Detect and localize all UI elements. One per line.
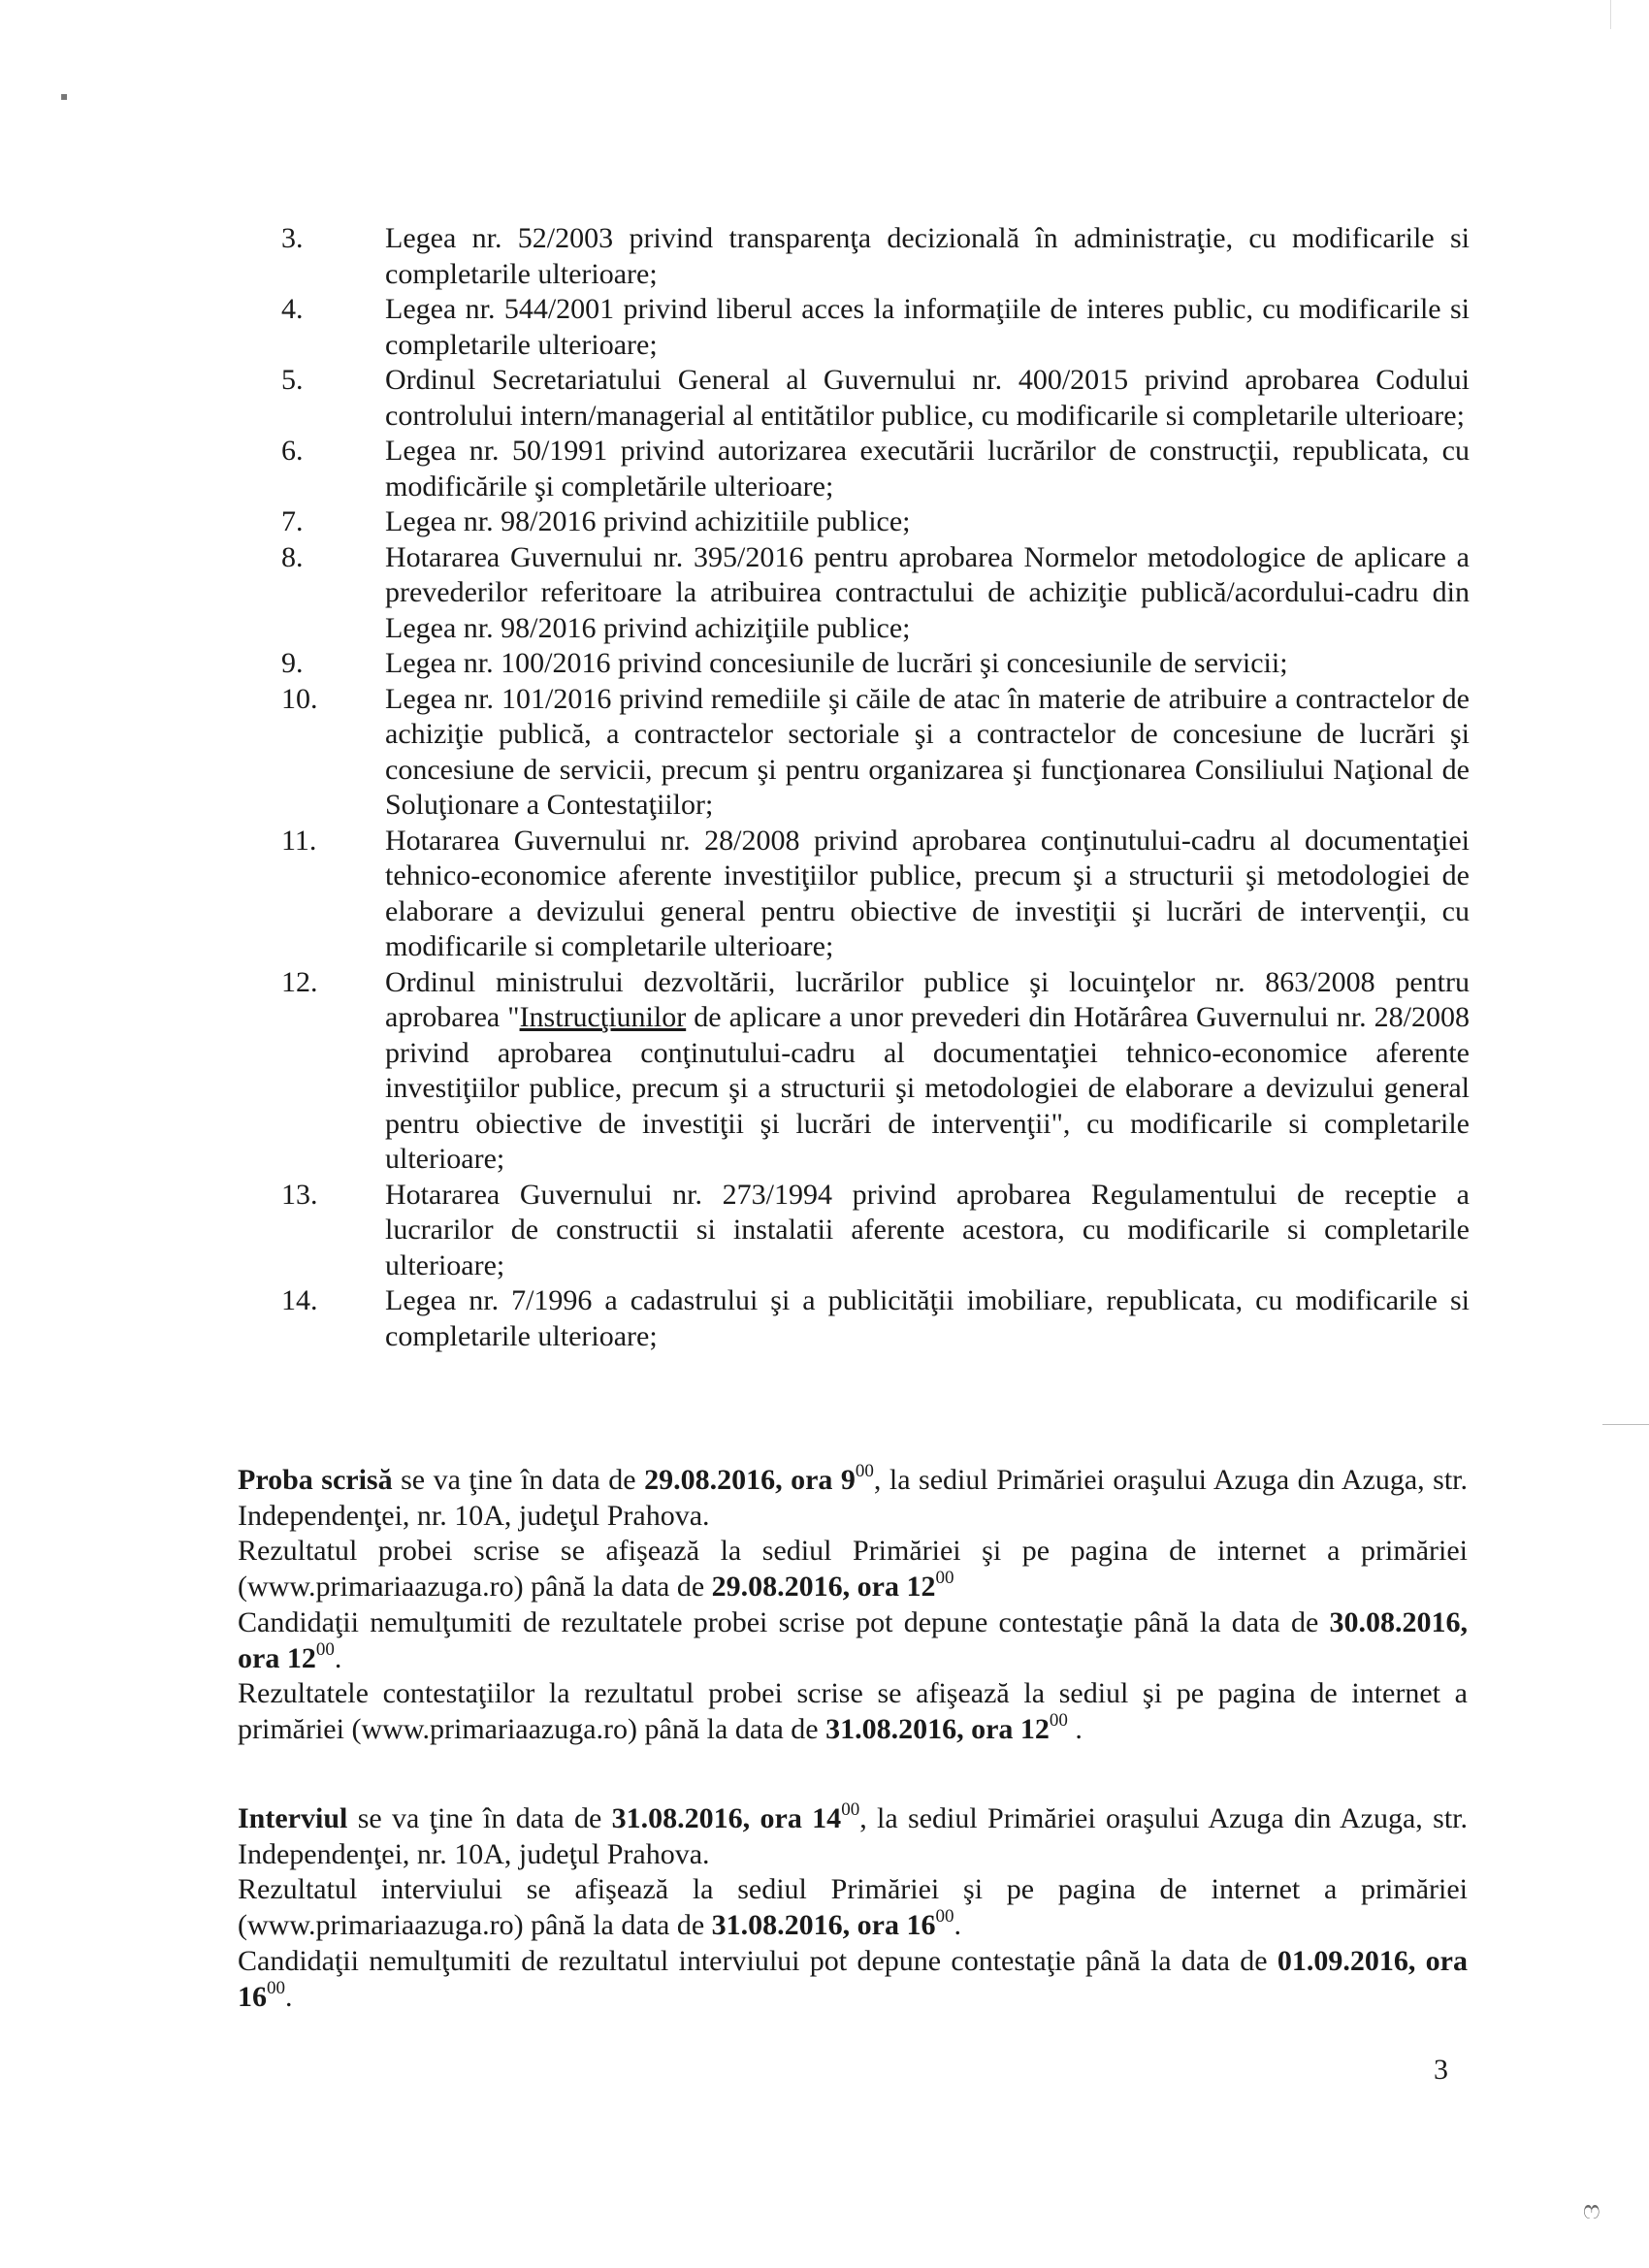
item-text: Legea nr. 100/2016 privind concesiunile de lucrări şi concesiunile de servicii; (385, 647, 1288, 679)
list-item (281, 965, 1470, 1178)
item-text: Hotararea Guvernului nr. 28/2008 privind aprobarea conţinutului-cadru al documentaţiei tehnico-economice aferente investiţiilor publice, precum şi a structurii şi metodologiei de elaborare a devizului general pentru obiective de investiţii şi lucrări de intervenţii, cu modificarile si completarile ulterioare; (385, 824, 1470, 962)
instructions-link[interactable]: Instrucţiunilor (519, 1001, 687, 1033)
appeal-results-paragraph (238, 1676, 1468, 1747)
item-number: 13. (281, 1178, 318, 1211)
item-text: Hotararea Guvernului nr. 395/2016 pentru aprobarea Normelor metodologice de aplicare a prevederilor referitoare la atribuirea contractului de achiziţie publică/acordului-cadru din Legea nr. 98/2016 privind achiziţiile publice; (385, 540, 1470, 644)
date-time: 29.08.2016, ora 9 (644, 1464, 856, 1496)
item-number: 7. (281, 505, 304, 537)
page-number: 3 (1434, 2054, 1448, 2086)
item-number: 10. (281, 682, 318, 715)
item-text: Ordinul Secretariatului General al Guvernului nr. 400/2015 privind aprobarea Codului controlului intern/managerial al entitătilor publice, cu modificarile si completarile ulterioare; (385, 364, 1470, 432)
item-number: 8. (281, 540, 304, 573)
paragraph-text: Candidaţii nemulţumiti de rezultatele probei scrise pot depune contestaţie până la data de (238, 1605, 1330, 1638)
item-number: 4. (281, 293, 304, 325)
date-time: 31.08.2016, ora 14 (611, 1802, 842, 1834)
list-item (281, 540, 1470, 647)
date-time: 01.09.2016, ora 16 (238, 1944, 1468, 2013)
item-number: 14. (281, 1284, 318, 1316)
time-superscript: 00 (841, 1799, 860, 1820)
written-exam-section (238, 1463, 1468, 1748)
paragraph-text: se va ţine în data de (392, 1464, 645, 1496)
paragraph-text: Rezultatul interviului se afişează la sediul Primăriei şi pe pagina de internet a primăriei (www.primariaazuga.ro) până la data de (238, 1873, 1468, 1942)
item-number: 12. (281, 965, 318, 998)
item-text (385, 965, 1470, 1178)
appeal-paragraph (238, 1944, 1468, 2015)
list-item (281, 824, 1470, 965)
date-time: 31.08.2016, ora 16 (711, 1909, 936, 1942)
section-title: Proba scrisă (238, 1464, 393, 1496)
paragraph-text: se va ţine în data de (347, 1802, 612, 1834)
item-text: Legea nr. 52/2003 privind transparenţa decizională în administraţie, cu modificarile si completarile ulterioare; (385, 222, 1470, 290)
item-text-after: de aplicare a unor prevederi din Hotărârea Guvernului nr. 28/2008 privind aprobarea conţinutului-cadru al documentaţiei tehnico-economice aferente investiţiilor publice, precum şi a structurii şi metodologiei de elaborare a devizului general pentru obiective de investiţii şi lucrări de intervenţii", cu modificarile si completarile ulterioare; (385, 1001, 1470, 1175)
results-paragraph (238, 1872, 1468, 1943)
date-time: 29.08.2016, ora 12 (711, 1571, 936, 1604)
item-text: Legea nr. 50/1991 privind autorizarea executării lucrărilor de construcţii, republicata, cu modificările şi completările ulterioare; (385, 435, 1470, 502)
written-exam-paragraph (238, 1463, 1468, 1534)
time-superscript: 00 (855, 1461, 874, 1481)
list-item (281, 1178, 1470, 1284)
item-text: Legea nr. 7/1996 a cadastrului şi a publicităţii imobiliare, republicata, cu modificarile si completarile ulterioare; (385, 1284, 1470, 1352)
item-number: 3. (281, 222, 304, 254)
item-text: Legea nr. 544/2001 privind liberul acces la informaţiile de interes public, cu modificarile si completarile ulterioare; (385, 293, 1470, 361)
paragraph-text: , la sediul Primăriei oraşului Azuga din Azuga, str. Independenţei, nr. 10A, judeţul Prahova. (238, 1464, 1468, 1532)
item-number: 6. (281, 435, 304, 467)
date-time: 31.08.2016, ora 12 (825, 1712, 1050, 1745)
scan-artifact: ▪ (60, 89, 69, 103)
item-text-before: Ordinul ministrului dezvoltării, lucrărilor publice şi locuinţelor nr. 863/2008 pentru aprobarea " (385, 965, 1470, 1033)
list-item (281, 434, 1470, 504)
scan-artifact: ෆ (1583, 2196, 1600, 2225)
item-number: 5. (281, 364, 304, 396)
interview-section (238, 1801, 1468, 2015)
paragraph-text: . (285, 1980, 293, 2013)
date-time: 30.08.2016, ora 12 (238, 1605, 1468, 1674)
results-paragraph (238, 1534, 1468, 1604)
appeal-paragraph (238, 1605, 1468, 1676)
list-item (281, 292, 1470, 363)
section-title: Interviul (238, 1802, 348, 1834)
legislation-list (281, 221, 1470, 1354)
interview-paragraph (238, 1801, 1468, 1872)
list-item (281, 363, 1470, 434)
list-item (281, 682, 1470, 824)
paragraph-text: Candidaţii nemulţumiti de rezultatul interviului pot depune contestaţie până la data de (238, 1944, 1277, 1977)
time-superscript: 00 (315, 1638, 335, 1660)
item-number: 11. (281, 824, 317, 857)
time-superscript: 00 (935, 1906, 954, 1928)
paragraph-text: , la sediul Primăriei oraşului Azuga din Azuga, str. Independenţei, nr. 10A, judeţul Prahova. (238, 1802, 1468, 1870)
scan-artifact (1610, 0, 1611, 29)
paragraph-text: . (954, 1909, 961, 1942)
list-item (281, 221, 1470, 292)
time-superscript: 00 (935, 1568, 954, 1589)
scan-artifact (1602, 1424, 1649, 1425)
paragraph-text: Rezultatele contestaţiilor la rezultatul probei scrise se afişează la sediul şi pe pagina de internet a primăriei (www.primariaazuga.ro) până la data de (238, 1677, 1468, 1745)
time-superscript: 00 (267, 1977, 285, 1998)
item-number: 9. (281, 647, 304, 679)
paragraph-text: . (334, 1641, 342, 1674)
item-text: Legea nr. 98/2016 privind achizitiile publice; (385, 505, 911, 537)
list-item (281, 1283, 1470, 1354)
item-text: Hotararea Guvernului nr. 273/1994 privind aprobarea Regulamentului de receptie a lucrarilor de constructii si instalatii aferente acestora, cu modificarile si completarile ulterioare; (385, 1178, 1470, 1281)
paragraph-text: . (1067, 1712, 1083, 1745)
item-text: Legea nr. 101/2016 privind remediile şi căile de atac în materie de atribuire a contractelor de achiziţie publică, a contractelor sectoriale şi a contractelor de concesiune de lucrări şi concesiune de servicii, precum şi pentru organizarea şi funcţionarea Consiliului Naţional de Soluţionare a Contestaţiilor; (385, 682, 1470, 821)
paragraph-text: Rezultatul probei scrise se afişează la sediul Primăriei şi pe pagina de internet a primăriei (www.primariaazuga.ro) până la data de (238, 1535, 1468, 1604)
list-item (281, 504, 1470, 540)
time-superscript: 00 (1049, 1709, 1068, 1731)
list-item (281, 646, 1470, 682)
